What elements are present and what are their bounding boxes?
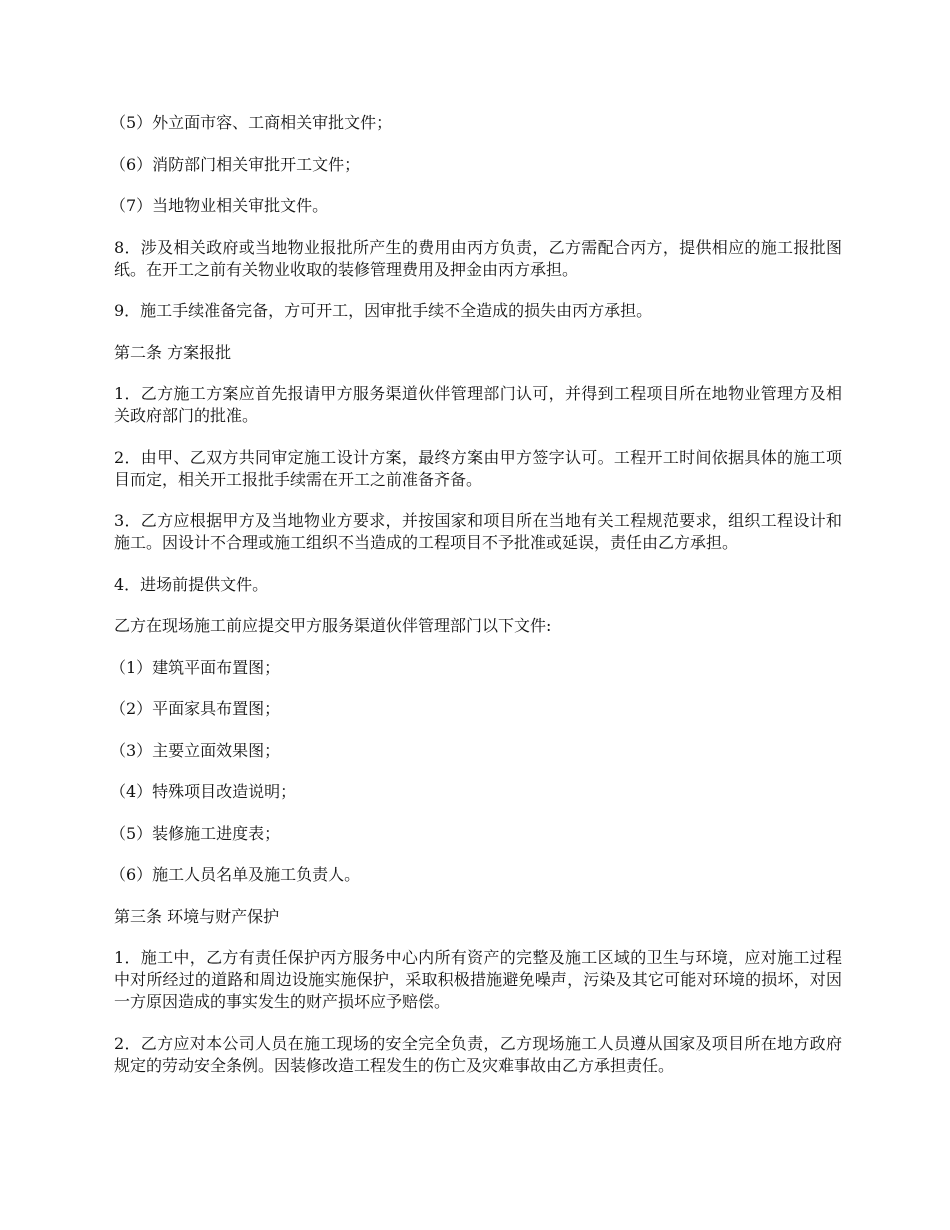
list-item: （6）施工人员名单及施工负责人。 (110, 865, 361, 884)
list-item: （1）建筑平面布置图； (110, 657, 281, 677)
clause-paragraph: 3．乙方应根据甲方及当地物业方要求，并按国家和项目所在当地有关工程规范要求，组织工程设计和施工。因设计不合理或施工组织不当造成的工程项目不予批准或延误，责任由乙方承担。 (114, 511, 842, 552)
list-item: （5）外立面市容、工商相关审批文件； (110, 113, 393, 132)
list-item: （3）主要立面效果图； (110, 740, 281, 760)
clause-paragraph: 4．进场前提供文件。 (114, 574, 269, 594)
document-body (110, 112, 842, 1096)
list-item: （6）消防部门相关审批开工文件； (110, 154, 361, 174)
clause-paragraph: 1．乙方施工方案应首先报请甲方服务渠道伙伴管理部门认可，并得到工程项目所在地物业管理方及相关政府部门的批准。 (114, 384, 842, 425)
list-item: （7）当地物业相关审批文件。 (110, 196, 329, 215)
list-item: （2）平面家具布置图； (110, 699, 281, 718)
clause-paragraph: 2．乙方应对本公司人员在施工现场的安全完全负责，乙方现场施工人员遵从国家及项目所在地方政府规定的劳动安全条例。因装修改造工程发生的伤亡及灾难事故由乙方承担责任。 (114, 1033, 842, 1075)
list-item: （4）特殊项目改造说明； (110, 782, 297, 801)
section-heading: 第三条 环境与财产保护 (114, 906, 280, 926)
clause-paragraph: 乙方在现场施工前应提交甲方服务渠道伙伴管理部门以下文件: (114, 616, 552, 635)
list-item: （5）装修施工进度表； (110, 823, 281, 843)
clause-paragraph: 2．由甲、乙双方共同审定施工设计方案，最终方案由甲方签字认可。工程开工时间依据具体的施工项目而定，相关开工报批手续需在开工之前准备齐备。 (114, 447, 842, 489)
clause-paragraph: 8．涉及相关政府或当地物业报批所产生的费用由丙方负责，乙方需配合丙方，提供相应的施工报批图纸。在开工之前有关物业收取的装修管理费用及押金由丙方承担。 (114, 237, 842, 279)
clause-paragraph: 9．施工手续准备完备，方可开工，因审批手续不全造成的损失由丙方承担。 (114, 301, 653, 320)
clause-paragraph: 1．施工中，乙方有责任保护丙方服务中心内所有资产的完整及施工区域的卫生与环境，应对施工过程中对所经过的道路和周边设施实施保护，采取积极措施避免噪声，污染及其它可能对环境的损坏，对因一方原因造成的事实发生的财产损坏应予赔偿。 (114, 948, 842, 1011)
section-heading: 第二条 方案报批 (114, 342, 232, 362)
